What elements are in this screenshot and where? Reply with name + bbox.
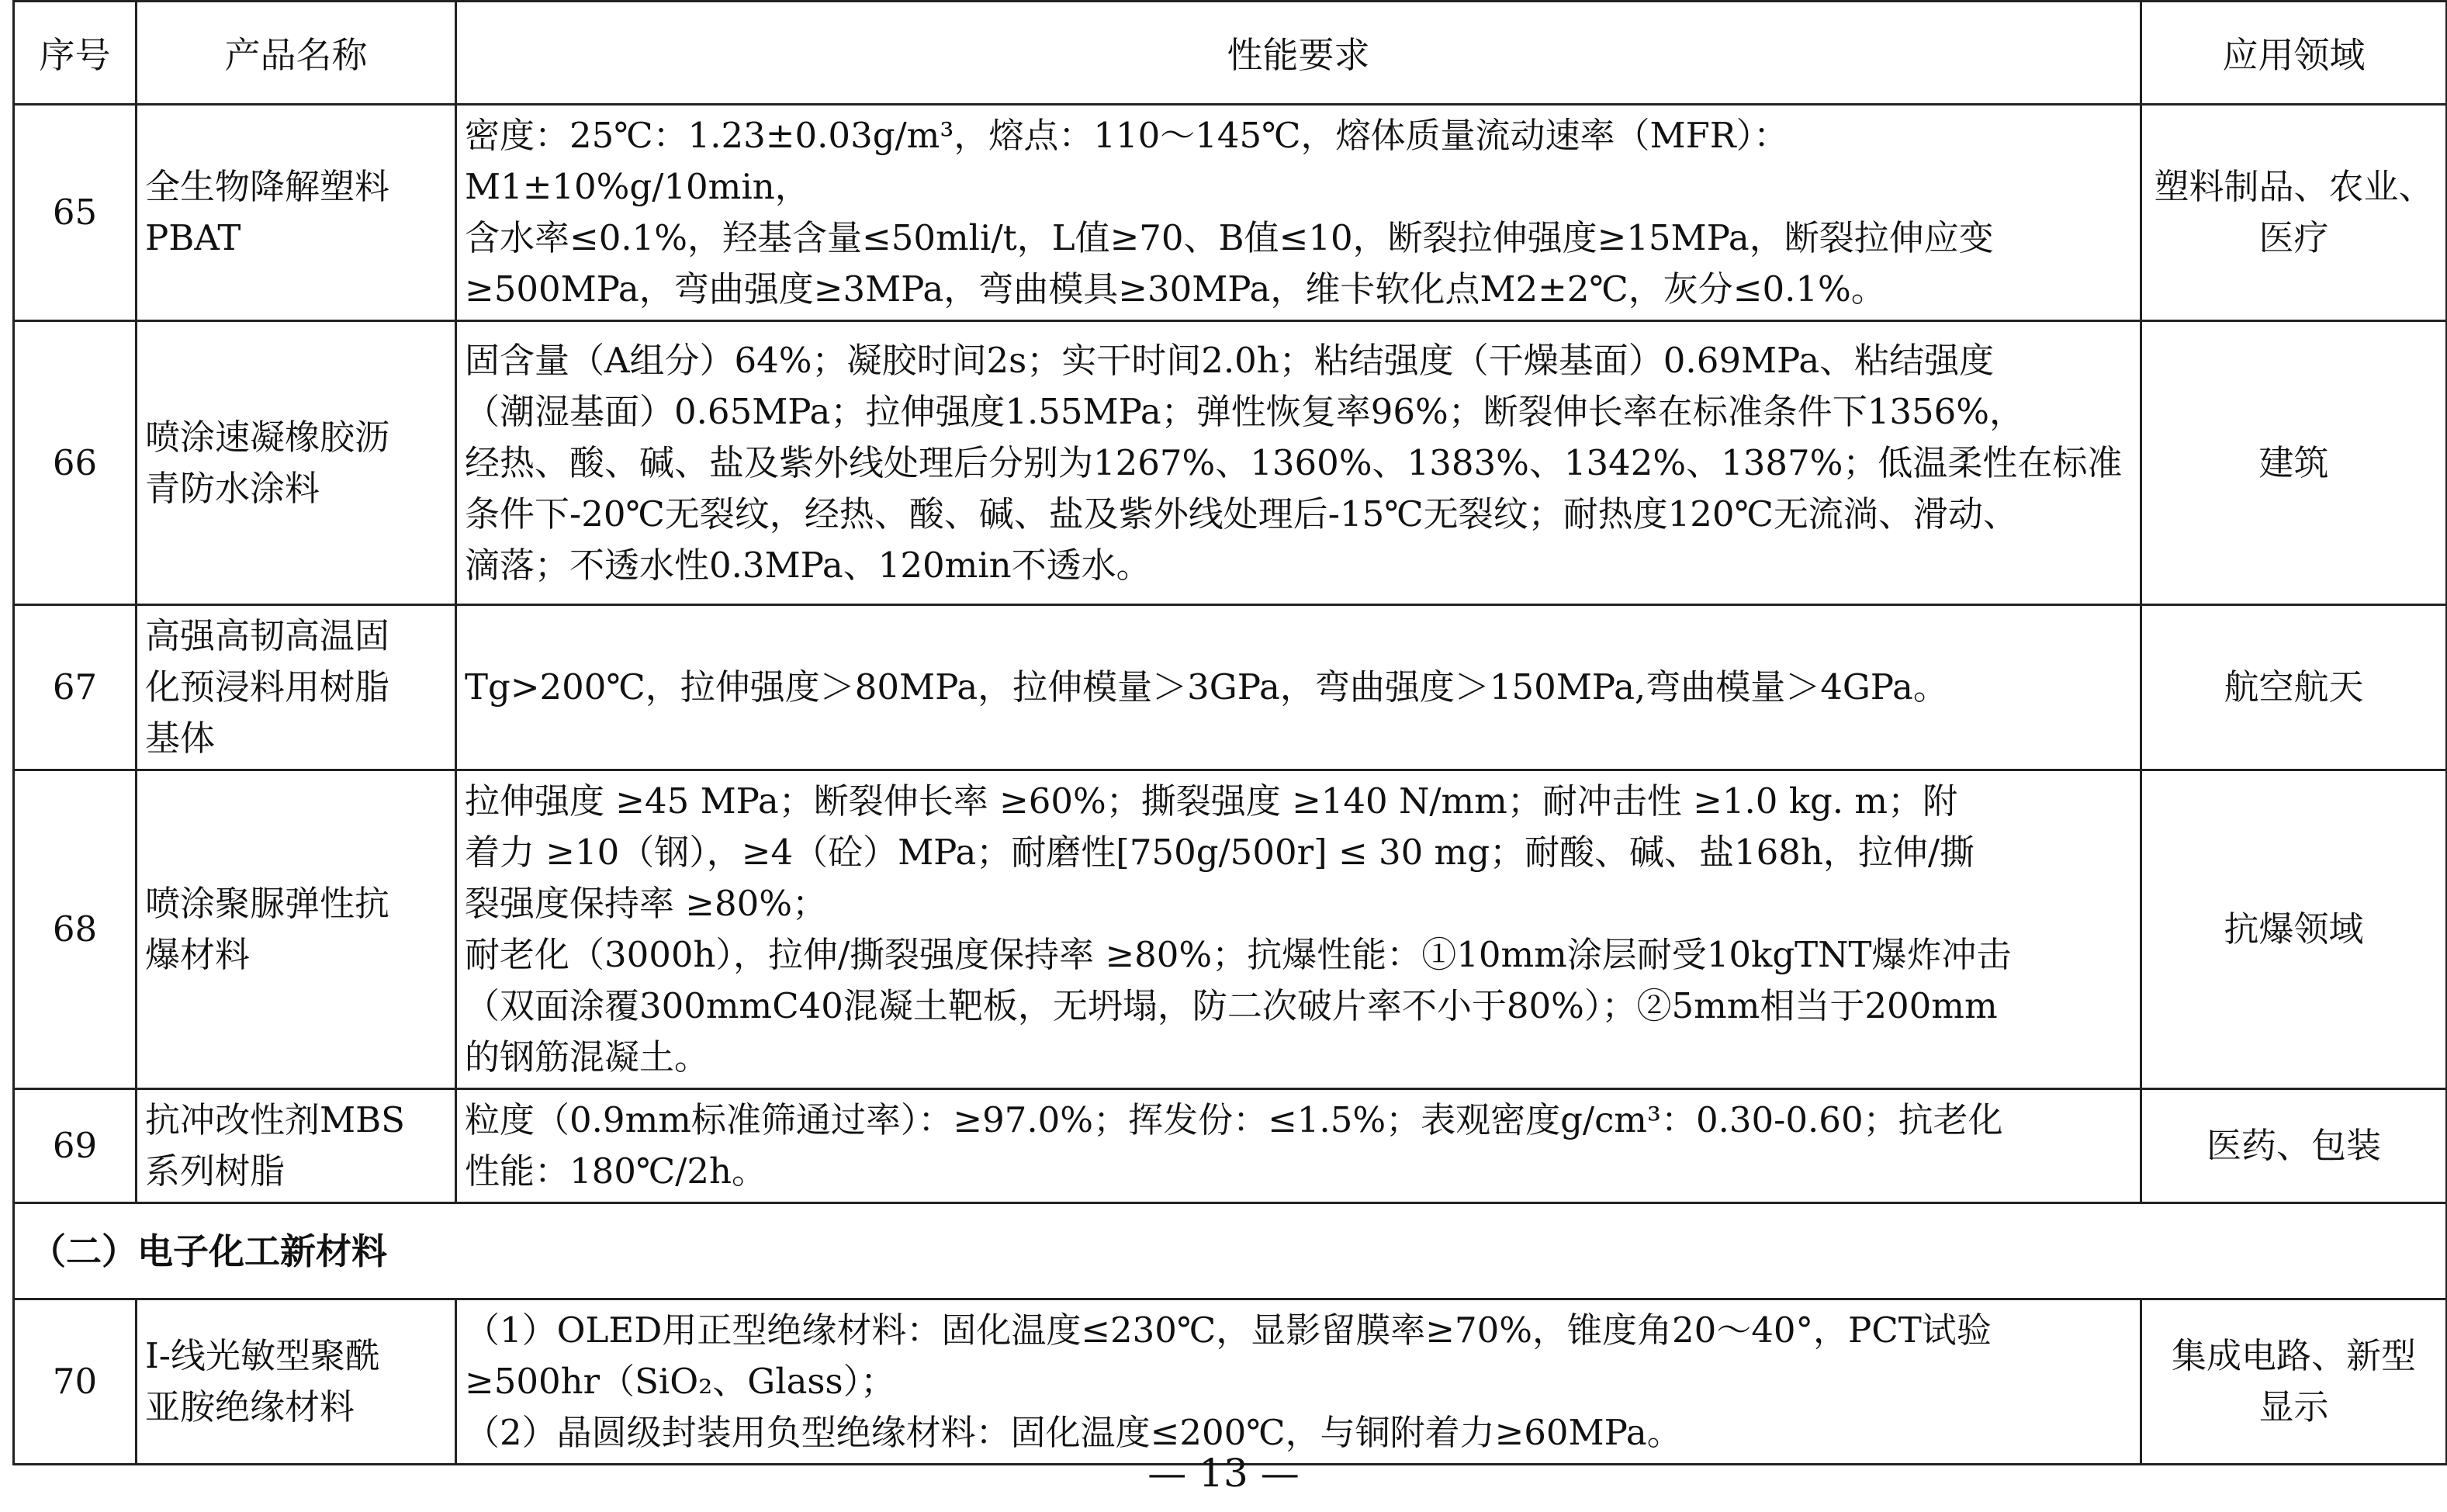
table-row <box>14 770 2447 1089</box>
performance-line: 拉伸强度 ≥45 MPa；断裂伸长率 ≥60%；撕裂强度 ≥140 N/mm；耐冲击性 ≥1.0 kg. m；附 <box>465 780 1958 822</box>
product-name-line: 全生物降解塑料 <box>145 166 390 207</box>
performance-line: 粒度（0.9mm标准筛通过率）：≥97.0%；挥发份：≤1.5%；表观密度g/cm³：0.30-0.60；抗老化 <box>465 1099 2003 1140</box>
application-field <box>2141 321 2447 605</box>
performance-line: 耐老化（3000h），拉伸/撕裂强度保持率 ≥80%；抗爆性能：①10mm涂层耐受10kgTNT爆炸冲击 <box>465 934 2012 975</box>
section-row <box>14 1203 2447 1299</box>
application-field <box>2141 1089 2447 1203</box>
product-name <box>137 605 456 770</box>
product-name-line: 喷涂聚脲弹性抗 <box>145 883 390 924</box>
product-name-line: 喷涂速凝橡胶沥 <box>145 416 390 458</box>
product-name <box>137 1299 456 1465</box>
product-name-line: 基体 <box>145 718 216 759</box>
application-field <box>2141 605 2447 770</box>
performance-requirements <box>456 1299 2141 1465</box>
application-field <box>2141 770 2447 1089</box>
performance-requirements <box>456 1089 2141 1203</box>
document-page <box>12 0 2445 1465</box>
performance-line: 性能：180℃/2h。 <box>465 1150 767 1192</box>
product-name-line: 亚胺绝缘材料 <box>145 1386 355 1427</box>
product-name <box>137 770 456 1089</box>
product-name-line: PBAT <box>145 217 241 258</box>
application-field-line: 显示 <box>2258 1386 2329 1427</box>
product-name <box>137 1089 456 1203</box>
row-number: 69 <box>14 1089 137 1203</box>
performance-line: 密度：25℃：1.23±0.03g/m³，熔点：110～145℃，熔体质量流动速率（MFR）：M1±10%g/10min， <box>465 115 1789 207</box>
performance-line: 滴落；不透水性0.3MPa、120min不透水。 <box>465 544 1151 586</box>
table-row <box>14 1089 2447 1203</box>
table-row <box>14 1299 2447 1465</box>
product-name <box>137 321 456 605</box>
application-field <box>2141 1299 2447 1465</box>
application-field-line: 抗爆领域 <box>2224 908 2364 950</box>
row-number: 66 <box>14 321 137 605</box>
product-name-line: 爆材料 <box>145 934 251 975</box>
performance-line: （双面涂覆300mmC40混凝土靶板，无坍塌，防二次破片率不小于80%）；②5mm相当于200mm <box>465 985 1998 1026</box>
product-name-line: 高强高韧高温固 <box>145 615 390 656</box>
performance-requirements <box>456 770 2141 1089</box>
application-field-line: 建筑 <box>2258 441 2329 483</box>
performance-line: 的钢筋混凝土。 <box>465 1036 710 1078</box>
product-name-line: 化预浸料用树脂 <box>145 666 390 708</box>
application-field-line: 航空航天 <box>2224 666 2364 708</box>
page-number: — 13 — <box>1147 1451 1300 1496</box>
product-name <box>137 105 456 321</box>
header-serial-no: 序号 <box>14 2 137 105</box>
header-performance: 性能要求 <box>456 2 2141 105</box>
row-number: 67 <box>14 605 137 770</box>
row-number: 68 <box>14 770 137 1089</box>
table-row <box>14 105 2447 321</box>
header-product-name: 产品名称 <box>137 2 456 105</box>
performance-line: （潮湿基面）0.65MPa；拉伸强度1.55MPa；弹性恢复率96%；断裂伸长率在标准条件下1356%， <box>465 390 2025 432</box>
product-table <box>12 0 2447 1465</box>
row-number: 70 <box>14 1299 137 1465</box>
performance-line: 裂强度保持率 ≥80%； <box>465 883 828 924</box>
application-field-line: 集成电路、新型 <box>2171 1335 2416 1376</box>
performance-line: 着力 ≥10（钢），≥4（砼）MPa；耐磨性[750g/500r] ≤ 30 mg；耐酸、碱、盐168h，拉伸/撕 <box>465 832 1975 873</box>
performance-line: 经热、酸、碱、盐及紫外线处理后分别为1267%、1360%、1383%、1342%、1387%；低温柔性在标准 <box>465 441 2123 483</box>
performance-line: ≥500hr（SiO₂、Glass）； <box>465 1361 896 1402</box>
product-name-line: 青防水涂料 <box>145 467 320 509</box>
application-field <box>2141 105 2447 321</box>
performance-line: 固含量（A组分）64%；凝胶时间2s；实干时间2.0h；粘结强度（干燥基面）0.69MPa、粘结强度 <box>465 339 1995 381</box>
performance-requirements <box>456 605 2141 770</box>
performance-line: 条件下-20℃无裂纹，经热、酸、碱、盐及紫外线处理后-15℃无裂纹；耐热度120℃无流淌、滑动、 <box>465 493 2018 535</box>
table-row <box>14 605 2447 770</box>
performance-line: Tg>200℃，拉伸强度＞80MPa，拉伸模量＞3GPa，弯曲强度＞150MPa,弯曲模量＞4GPa。 <box>465 666 1948 708</box>
product-name-line: 系列树脂 <box>145 1150 286 1192</box>
row-number: 65 <box>14 105 137 321</box>
performance-requirements <box>456 105 2141 321</box>
application-field-line: 医药、包装 <box>2206 1125 2381 1166</box>
table-row <box>14 321 2447 605</box>
performance-requirements <box>456 321 2141 605</box>
performance-line: 含水率≤0.1%，羟基含量≤50mli/t，L值≥70、B值≤10，断裂拉伸强度≥15MPa，断裂拉伸应变 <box>465 217 1994 258</box>
performance-line: （2）晶圆级封装用负型绝缘材料：固化温度≤200℃，与铜附着力≥60MPa。 <box>465 1412 1682 1453</box>
section-title: （二）电子化工新材料 <box>14 1203 2447 1299</box>
product-name-line: 抗冲改性剂MBS <box>145 1099 405 1140</box>
header-application-field: 应用领域 <box>2141 2 2447 105</box>
table-header-row <box>14 2 2447 105</box>
performance-line: ≥500MPa，弯曲强度≥3MPa，弯曲模具≥30MPa，维卡软化点M2±2℃，灰分≤0.1%。 <box>465 268 1886 310</box>
application-field-line: 塑料制品、农业、 <box>2154 166 2434 207</box>
product-name-line: I-线光敏型聚酰 <box>145 1335 380 1376</box>
performance-line: （1）OLED用正型绝缘材料：固化温度≤230℃，显影留膜率≥70%，锥度角20～40°，PCT试验 <box>465 1310 1992 1351</box>
application-field-line: 医疗 <box>2258 217 2329 258</box>
